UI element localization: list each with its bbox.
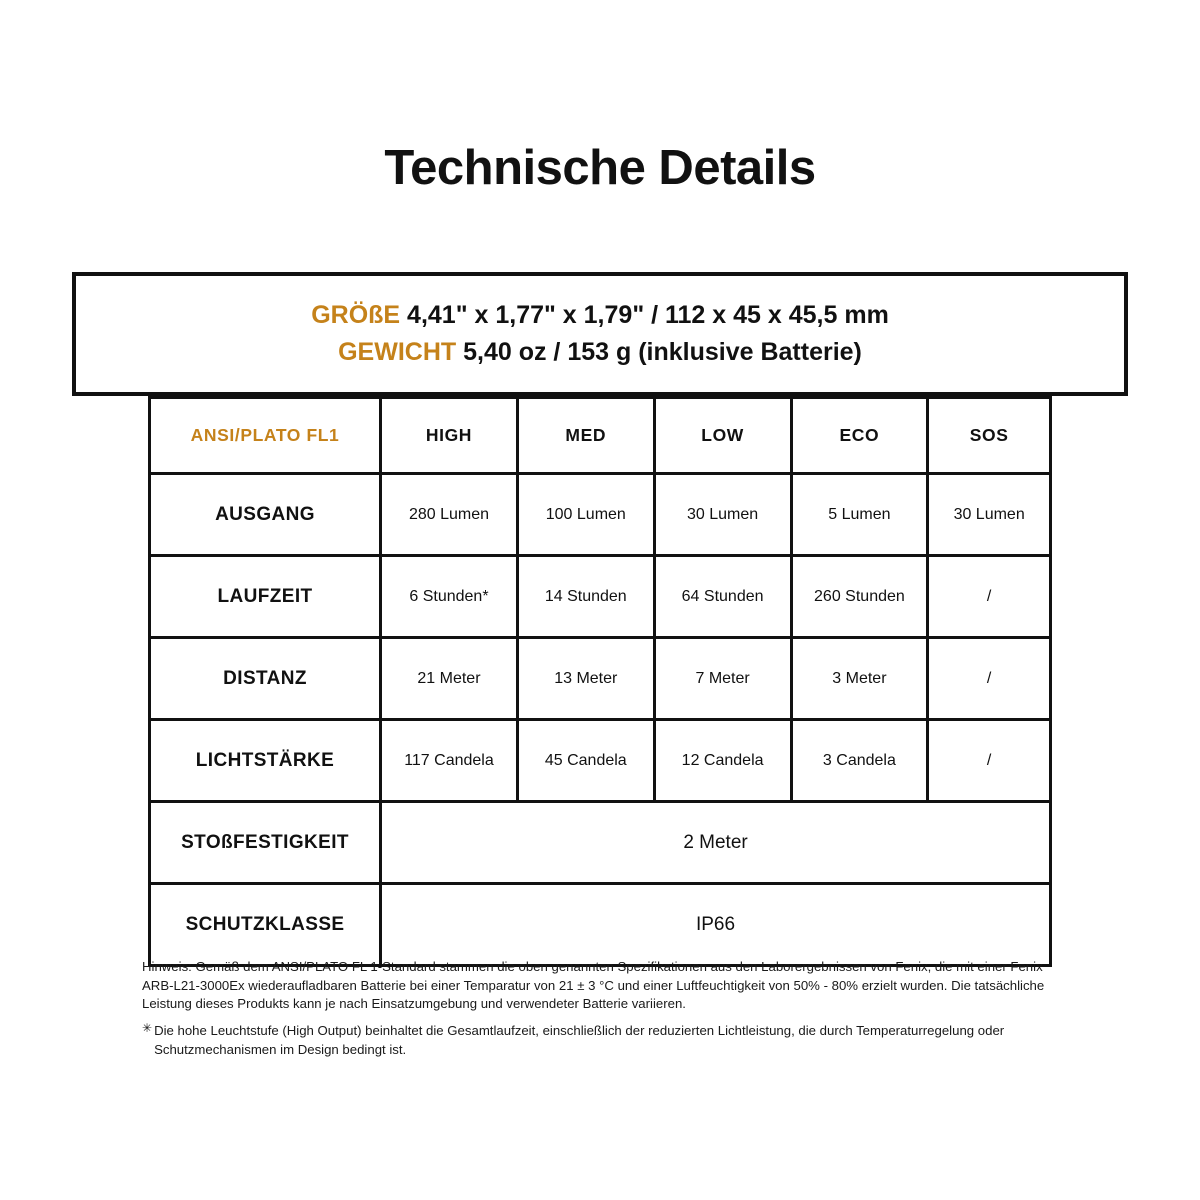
cell-laufzeit-sos: /: [928, 556, 1051, 638]
cell-laufzeit-eco: 260 Stunden: [791, 556, 928, 638]
note-footnote: [142, 1022, 1072, 1059]
size-line: [311, 301, 889, 330]
cell-ausgang-high: 280 Lumen: [381, 474, 518, 556]
header-sos: SOS: [928, 398, 1051, 474]
size-value: 4,41" x 1,77" x 1,79" / 112 x 45 x 45,5 mm: [407, 301, 889, 329]
note-main: Hinweis: Gemäß dem ANSI/PLATO FL 1-Standard stammen die oben genannten Spezifikationen aus den Laborergebnissen von Fenix, die mit einer Fenix ARB-L21-3000Ex wiederaufladbaren Batterie bei einer Temparatur von 21 ± 3 °C und einer Luftfeuchtigkeit von 50% - 80% erzielt wurden. Die tatsächliche Leistung dieses Produkts kann je nach Einsatzumgebung und verwendeter Batterie variieren.: [142, 959, 1045, 1012]
cell-ausgang-eco: 5 Lumen: [791, 474, 928, 556]
cell-lichtstaerke-sos: /: [928, 720, 1051, 802]
header-high: HIGH: [381, 398, 518, 474]
table-row: [150, 556, 1051, 638]
cell-distanz-med: 13 Meter: [517, 638, 654, 720]
table-row: [150, 638, 1051, 720]
cell-laufzeit-high: 6 Stunden*: [381, 556, 518, 638]
cell-distanz-low: 7 Meter: [654, 638, 791, 720]
cell-distanz-sos: /: [928, 638, 1051, 720]
cell-lichtstaerke-high: 117 Candela: [381, 720, 518, 802]
header-eco: ECO: [791, 398, 928, 474]
table-row: [150, 802, 1051, 884]
row-label-laufzeit: LAUFZEIT: [150, 556, 381, 638]
weight-value: 5,40 oz / 153 g (inklusive Batterie): [463, 338, 862, 366]
weight-line: [338, 338, 862, 367]
row-label-lichtstaerke: LICHTSTÄRKE: [150, 720, 381, 802]
size-label: GRÖßE: [311, 301, 401, 329]
cell-lichtstaerke-med: 45 Candela: [517, 720, 654, 802]
row-label-ausgang: AUSGANG: [150, 474, 381, 556]
specs-table: [148, 396, 1052, 967]
notes-section: [142, 958, 1072, 1060]
table-header-row: [150, 398, 1051, 474]
asterisk-icon: ✳: [142, 1021, 153, 1036]
row-label-distanz: DISTANZ: [150, 638, 381, 720]
note-footnote-text: Die hohe Leuchtstufe (High Output) beinhaltet die Gesamtlaufzeit, einschließlich der reduzierten Lichtleistung, die durch Temperaturregelung oder Schutzmechanismen im Design bedingt ist.: [154, 1023, 1005, 1057]
cell-stossfestigkeit-value: 2 Meter: [381, 802, 1051, 884]
specs-table-wrapper: [148, 396, 1052, 967]
cell-lichtstaerke-eco: 3 Candela: [791, 720, 928, 802]
row-label-stossfestigkeit: STOßFESTIGKEIT: [150, 802, 381, 884]
cell-schutzklasse-value: IP66: [381, 884, 1051, 966]
cell-lichtstaerke-low: 12 Candela: [654, 720, 791, 802]
cell-ausgang-med: 100 Lumen: [517, 474, 654, 556]
header-med: MED: [517, 398, 654, 474]
dimensions-weight-box: [72, 272, 1128, 396]
cell-ausgang-sos: 30 Lumen: [928, 474, 1051, 556]
row-label-schutzklasse: SCHUTZKLASSE: [150, 884, 381, 966]
weight-label: GEWICHT: [338, 338, 457, 366]
table-row: [150, 474, 1051, 556]
header-low: LOW: [654, 398, 791, 474]
cell-laufzeit-med: 14 Stunden: [517, 556, 654, 638]
cell-ausgang-low: 30 Lumen: [654, 474, 791, 556]
page-title: Technische Details: [384, 141, 816, 195]
cell-distanz-high: 21 Meter: [381, 638, 518, 720]
cell-laufzeit-low: 64 Stunden: [654, 556, 791, 638]
cell-distanz-eco: 3 Meter: [791, 638, 928, 720]
table-row: [150, 884, 1051, 966]
table-row: [150, 720, 1051, 802]
header-ansi-plato: ANSI/PLATO FL1: [150, 398, 381, 474]
